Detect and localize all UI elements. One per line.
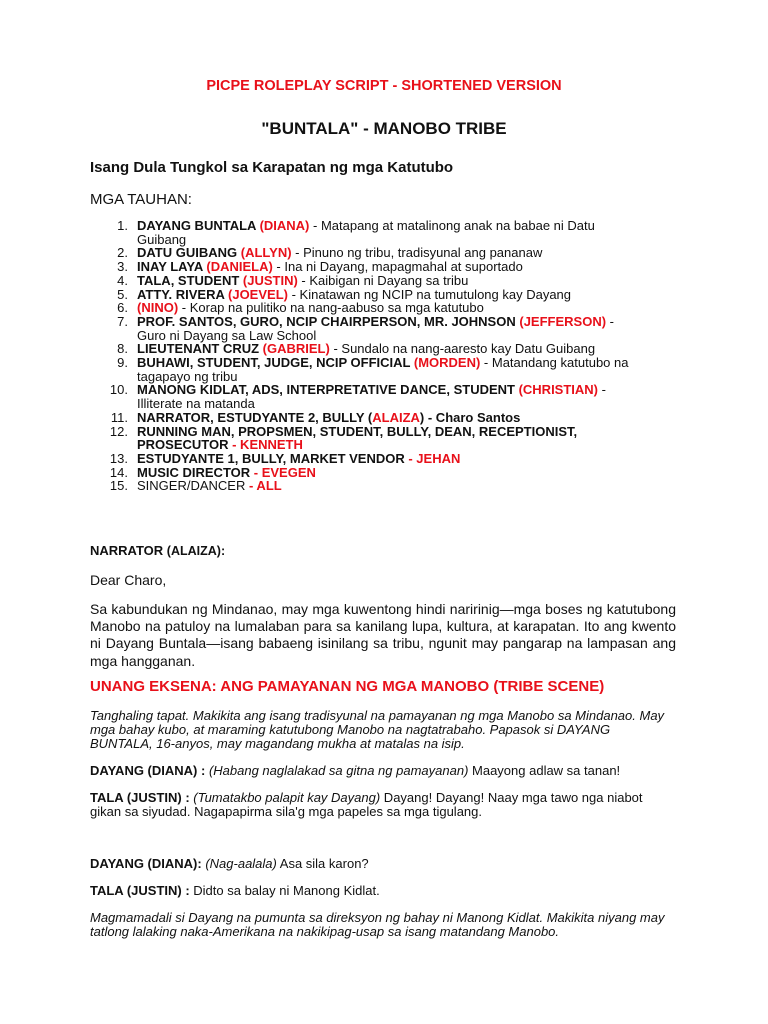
document-title: PICPE ROLEPLAY SCRIPT - SHORTENED VERSION <box>206 78 562 94</box>
scene-heading: UNANG EKSENA: ANG PAMAYANAN NG MGA MANOBO (TRIBE SCENE) <box>90 678 605 695</box>
greeting: Dear Charo, <box>90 572 167 588</box>
narrator-label: NARRATOR (ALAIZA): <box>90 543 226 558</box>
cast-item: 5. ATTY. RIVERA (JOEVEL) - Kinatawan ng NCIP na tumutulong kay Dayang <box>117 286 572 302</box>
cast-item: 6. (NINO) - Korap na pulitiko na nang-aabuso sa mga katutubo <box>117 300 484 316</box>
cast-item: 1. DAYANG BUNTALA (DIANA) - Matapang at matalinong anak na babae ni Datu Guibang <box>117 218 595 247</box>
dialogue-line: DAYANG (DIANA): (Nag-aalala) Asa sila karon? <box>90 856 369 871</box>
cast-item: 12. RUNNING MAN, PROPSMEN, STUDENT, BULLY, DEAN, RECEPTIONIST, PROSECUTOR - KENNETH <box>109 423 578 453</box>
stage-direction: Magmamadali si Dayang na pumunta sa direksyon ng bahay ni Manong Kidlat. Makikita niyang may tatlong lalaking naka-Amerikana na nakikipag-usap sa isang matandang Manobo. <box>90 910 665 939</box>
cast-heading: MGA TAUHAN: <box>90 191 192 208</box>
play-title: "BUNTALA" - MANOBO TRIBE <box>261 119 507 138</box>
dialogue-line: TALA (JUSTIN) : (Tumatakbo palapit kay Dayang) Dayang! Dayang! Naay mga tawo nga niabot gikan sa siyudad. Nagapapirma sila'g mga papeles sa mga tigulang. <box>90 790 643 819</box>
cast-item: 11. NARRATOR, ESTUDYANTE 2, BULLY (ALAIZA) - Charo Santos <box>110 409 521 425</box>
cast-item: 15. SINGER/DANCER - ALL <box>109 478 282 494</box>
cast-list <box>108 219 654 493</box>
cast-item: 13. ESTUDYANTE 1, BULLY, MARKET VENDOR - JEHAN <box>109 450 461 466</box>
cast-item: 10. MANONG KIDLAT, ADS, INTERPRETATIVE DANCE, STUDENT (CHRISTIAN) - Illiterate na matanda <box>109 382 606 412</box>
cast-item: 4. TALA, STUDENT (JUSTIN) - Kaibigan ni Dayang sa tribu <box>117 272 469 288</box>
cast-item: 8. LIEUTENANT CRUZ (GABRIEL) - Sundalo na nang-aaresto kay Datu Guibang <box>117 341 596 357</box>
stage-direction: Tanghaling tapat. Makikita ang isang tradisyunal na pamayanan ng mga Manobo sa Mindanao. May mga bahay kubo, at maraming katutubong Manobo na nagtatrabaho. Papasok si DAYANG BUNTALA, 16-anyos, may magandang mukha at matalas na isip. <box>90 708 665 751</box>
play-subtitle: Isang Dula Tungkol sa Karapatan ng mga Katutubo <box>90 159 454 176</box>
dialogue-line: TALA (JUSTIN) : Didto sa balay ni Manong Kidlat. <box>90 883 380 898</box>
cast-item: 9. BUHAWI, STUDENT, JUDGE, NCIP OFFICIAL (MORDEN) - Matandang katutubo na tagapayo ng tribu <box>117 355 629 384</box>
cast-item: 14. MUSIC DIRECTOR - EVEGEN <box>109 464 316 480</box>
dialogue-line: DAYANG (DIANA) : (Habang naglalakad sa gitna ng pamayanan) Maayong adlaw sa tanan! <box>90 763 621 778</box>
cast-item: 2. DATU GUIBANG (ALLYN) - Pinuno ng tribu, tradisyunal ang pananaw <box>117 245 543 261</box>
cast-item: 7. PROF. SANTOS, GURO, NCIP CHAIRPERSON, MR. JOHNSON (JEFFERSON) - Guro ni Dayang sa Law School <box>117 313 614 343</box>
intro-paragraph: Sa kabundukan ng Mindanao, may mga kuwentong hindi naririnig—mga boses ng katutubong Manobo na patuloy na lumalaban para sa kanilang lupa, kultura, at karapatan. Ito ang kwento ni Dayang Buntala—isang babaeng isinilang sa tribu, ngunit may pangarap na lampasan ang mga hangganan. <box>90 601 676 669</box>
cast-item: 3. INAY LAYA (DANIELA) - Ina ni Dayang, mapagmahal at suportado <box>117 259 523 275</box>
